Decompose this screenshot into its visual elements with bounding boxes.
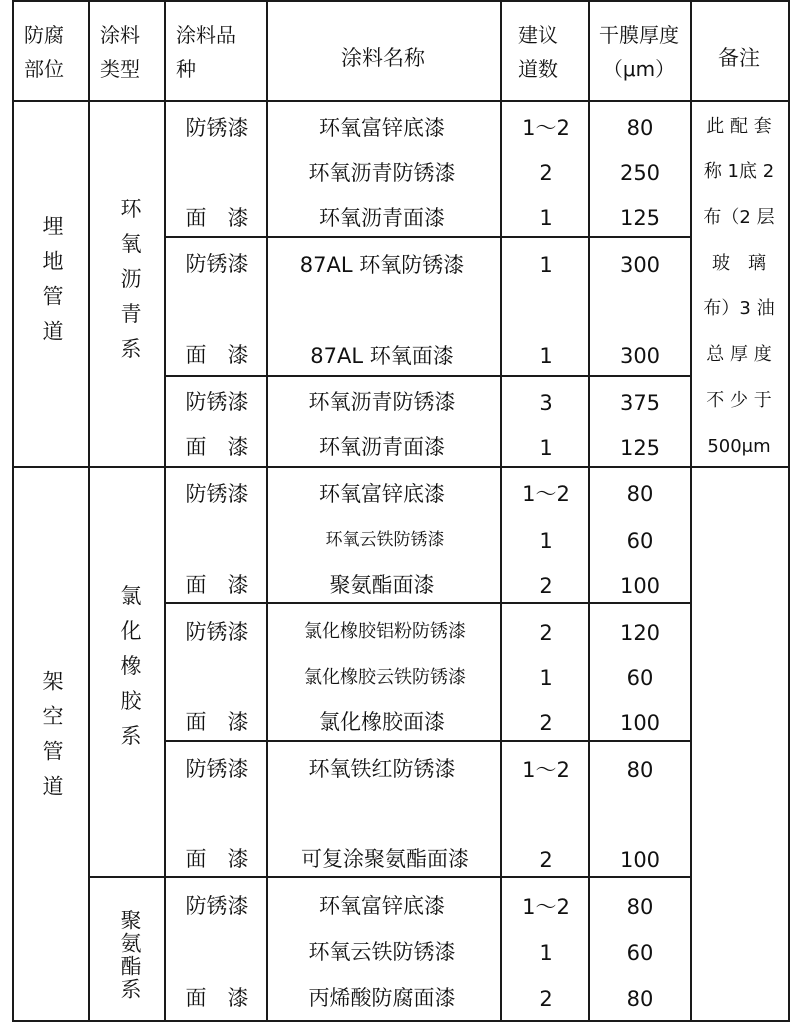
note-line: 布（2 层 [703,207,775,228]
note-line: 不 少 于 [706,390,772,411]
note-line: 布）3 油 [703,298,775,319]
type-chlorinated-rubber: 氯化橡胶系 [118,584,142,760]
note-line: 500μm [707,436,771,457]
header-note: 备注 [718,46,760,70]
header-coats: 建议道数 [518,23,558,81]
header-variety: 涂料品种 [176,23,236,81]
type-polyurethane: 聚氨酯系 [118,909,142,1001]
header-thickness: 干膜厚度（μm） [599,23,679,81]
note-line: 玻 璃 [712,253,766,274]
part-buried-pipe: 埋地管道 [40,215,64,355]
coating-table: 防腐部位 涂料类型 涂料品种 涂料名称 建议道数 干膜厚度（μm） 备注 埋地管道 环氧沥青系 防锈漆 环氧富锌底漆 1～2 80 环氧沥青防锈漆 2 250 面 漆 环氧沥青面漆 1 125 防锈漆 87AL 环氧防锈漆 1 300 面 漆 87AL 环氧面漆 1 300 防锈漆 环氧沥青防锈漆 3 375 面 漆 环氧沥青面漆 1 125 此 配 套 称 1底 2 布（2 层 玻 璃 布）3 油 总 厚 度 不 少 于 500μm 架空管道 氯化橡胶系 聚氨酯系 防锈漆 环氧富锌底漆 1～2 80 环氧云铁防锈漆 1 60 面 漆 聚氨酯面漆 2 100 防锈漆 氯化橡胶铝粉防锈漆 2 120 氯化橡胶云铁防锈漆 1 60 面 漆 氯化橡胶面漆 2 100 防锈漆 环氧铁红防锈漆 1～2 80 面 漆 可复涂聚氨酯面漆 2 100 防锈漆 环氧富锌底漆 1～2 80 环氧云铁防锈漆 1 60 面 漆 丙烯酸防腐面漆 2 80 [12,0,790,1030]
type-epoxy-asphalt: 环氧沥青系 [118,197,142,373]
note-line: 总 厚 度 [706,344,772,365]
header-part: 防腐部位 [24,23,64,81]
header-name: 涂料名称 [341,46,425,70]
header-type: 涂料类型 [100,23,140,81]
part-overhead-pipe: 架空管道 [40,670,64,810]
note-line: 称 1底 2 [703,161,775,182]
note-line: 此 配 套 [706,116,772,137]
